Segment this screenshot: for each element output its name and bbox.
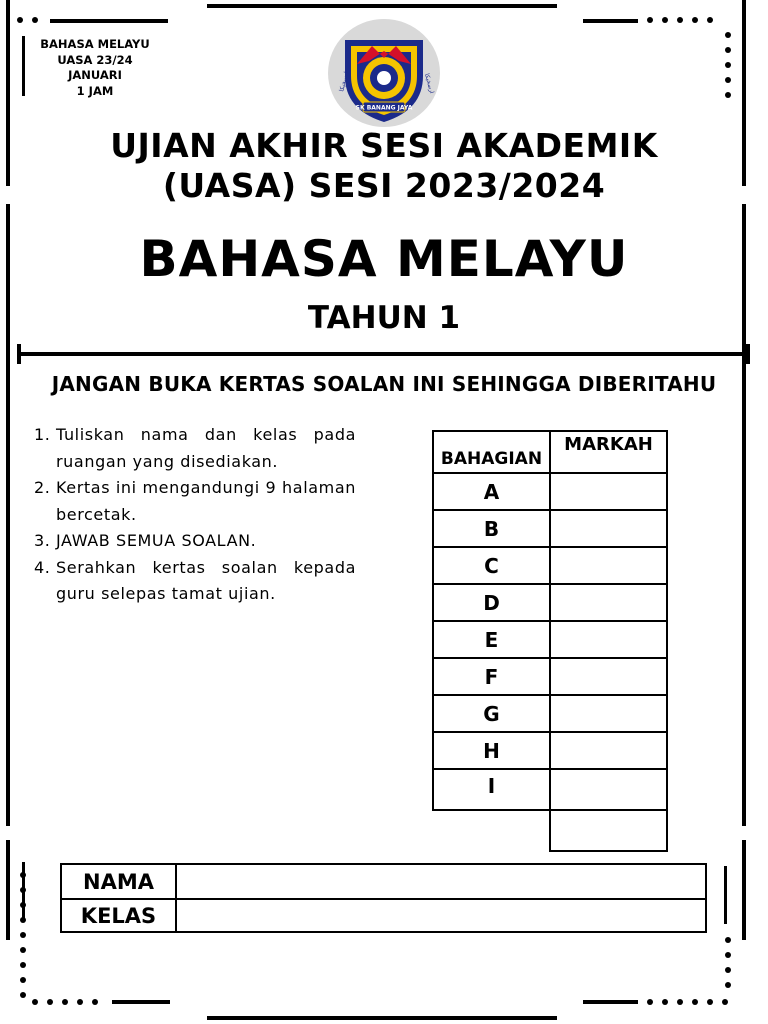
marks-cell[interactable] [550, 658, 667, 695]
marks-cell[interactable] [550, 547, 667, 584]
frame-dot [707, 17, 713, 23]
exam-title-line: (UASA) SESI 2023/2024 [162, 166, 606, 205]
exam-meta [10, 37, 180, 99]
table-row [433, 658, 667, 695]
instruction-text: JAWAB SEMUA SOALAN. [56, 531, 257, 550]
frame-dot [20, 887, 26, 893]
section-label: D [433, 584, 550, 621]
frame-line [583, 19, 638, 23]
frame-dot [725, 62, 731, 68]
frame-line [207, 4, 557, 8]
marks-cell[interactable] [550, 473, 667, 510]
frame-dot [20, 962, 26, 968]
table-row [433, 732, 667, 769]
section-label: H [433, 732, 550, 769]
instructions-list [34, 422, 356, 608]
frame-dot [692, 17, 698, 23]
instruction-number: 3. [34, 531, 51, 550]
total-row [433, 810, 667, 851]
marks-cell[interactable] [550, 621, 667, 658]
frame-dot [17, 17, 23, 23]
frame-dot [647, 999, 653, 1005]
school-logo [327, 18, 441, 128]
instruction-text: Tuliskan nama dan kelas pada ruangan yang disediakan. [56, 425, 356, 471]
section-label: F [433, 658, 550, 695]
marks-cell[interactable] [550, 732, 667, 769]
marks-cell[interactable] [550, 510, 667, 547]
frame-dot [677, 999, 683, 1005]
frame-line [583, 1000, 638, 1004]
frame-dot [725, 952, 731, 958]
frame-dot [725, 982, 731, 988]
frame-dot [662, 999, 668, 1005]
frame-dot [20, 917, 26, 923]
score-table [432, 430, 668, 852]
meta-line: JANUARI [68, 68, 122, 82]
frame-dot [725, 32, 731, 38]
table-row [433, 621, 667, 658]
frame-line [50, 19, 168, 23]
frame-dot [20, 872, 26, 878]
frame-dot [92, 999, 98, 1005]
instruction-item [34, 528, 356, 555]
table-row [433, 473, 667, 510]
table-row [433, 510, 667, 547]
table-row [433, 769, 667, 810]
frame-dot [32, 17, 38, 23]
frame-line [724, 866, 727, 924]
warning-text: JANGAN BUKA KERTAS SOALAN INI SEHINGGA DIBERITAHU [51, 372, 717, 396]
frame-dot [47, 999, 53, 1005]
logo-arc-text: ارسخيكا [423, 72, 436, 95]
name-label: NAMA [61, 864, 176, 899]
section-label: E [433, 621, 550, 658]
marks-cell[interactable] [550, 584, 667, 621]
frame-dot [677, 17, 683, 23]
name-row [61, 864, 706, 899]
name-field[interactable] [176, 864, 706, 899]
instruction-number: 4. [34, 557, 51, 577]
class-row [61, 899, 706, 932]
frame-dot [20, 902, 26, 908]
frame-dot [20, 932, 26, 938]
frame-dot [20, 992, 26, 998]
table-row [433, 547, 667, 584]
meta-line: BAHASA MELAYU [40, 37, 150, 51]
instruction-text: Kertas ini mengandungi 9 halaman bercetak. [56, 478, 356, 524]
meta-line: UASA 23/24 [57, 52, 133, 67]
frame-line [6, 840, 10, 940]
instruction-text: Serahkan kertas soalan kepada guru selepas tamat ujian. [56, 557, 356, 603]
frame-dot [725, 967, 731, 973]
frame-dot [707, 999, 713, 1005]
subject-title: BAHASA MELAYU [139, 230, 629, 288]
frame-dot [725, 77, 731, 83]
section-label: G [433, 695, 550, 732]
frame-dot [20, 977, 26, 983]
logo-banner-text: SK BANANG JAYA [355, 104, 413, 112]
frame-dot [77, 999, 83, 1005]
column-header-section: BAHAGIAN [433, 431, 550, 473]
frame-dot [725, 937, 731, 943]
frame-line [742, 840, 746, 940]
frame-dot [662, 17, 668, 23]
marks-cell[interactable] [550, 769, 667, 810]
section-label: C [433, 547, 550, 584]
instruction-item [34, 475, 356, 528]
frame-line [207, 1016, 557, 1020]
frame-dot [62, 999, 68, 1005]
meta-line: 1 JAM [76, 83, 114, 98]
instruction-number: 1. [34, 425, 51, 444]
score-table-header [433, 431, 667, 473]
frame-dot [20, 947, 26, 953]
logo-arc-text: ارسخيكا [338, 70, 351, 93]
frame-dot [722, 999, 728, 1005]
year-level: TAHUN 1 [307, 300, 461, 336]
instruction-item [34, 422, 356, 475]
class-label: KELAS [61, 899, 176, 932]
table-row [433, 695, 667, 732]
exam-title-line: UJIAN AKHIR SESI AKADEMIK [110, 126, 658, 165]
student-info-table [60, 863, 707, 933]
marks-cell[interactable] [550, 695, 667, 732]
frame-dot [692, 999, 698, 1005]
table-row [433, 584, 667, 621]
class-field[interactable] [176, 899, 706, 932]
frame-dot [647, 17, 653, 23]
total-marks-cell[interactable] [550, 810, 667, 851]
section-label: B [433, 510, 550, 547]
frame-line [112, 1000, 170, 1004]
frame-dot [32, 999, 38, 1005]
frame-dot [725, 47, 731, 53]
section-label: I [433, 769, 550, 810]
instruction-number: 2. [34, 478, 51, 497]
section-label: A [433, 473, 550, 510]
column-header-marks: MARKAH [550, 431, 667, 473]
instruction-item [34, 555, 356, 608]
frame-dot [725, 92, 731, 98]
